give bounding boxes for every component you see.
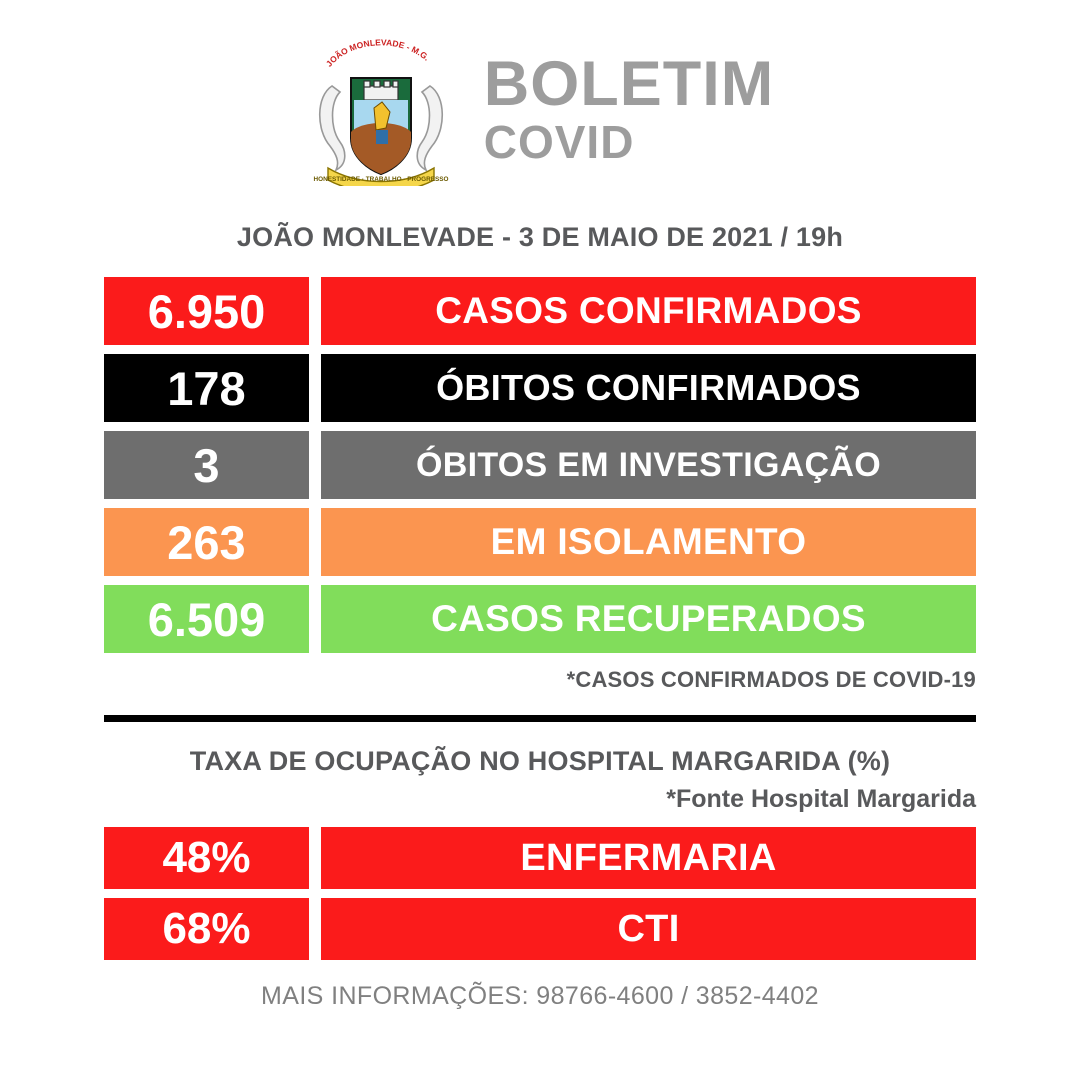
page-title: BOLETIM	[483, 49, 775, 120]
occupancy-label: ENFERMARIA	[321, 827, 976, 889]
city-coat-of-arms-icon	[306, 34, 456, 186]
hospital-section-title: TAXA DE OCUPAÇÃO NO HOSPITAL MARGARIDA (%)	[189, 746, 891, 776]
dateline: JOÃO MONLEVADE - 3 DE MAIO DE 2021 / 19h	[236, 222, 844, 252]
hospital-source-note: *Fonte Hospital Margarida	[666, 785, 976, 813]
stat-value: 3	[104, 431, 309, 499]
stat-row-recovered-cases	[104, 585, 976, 653]
header	[0, 0, 1080, 186]
stat-row-confirmed-deaths	[104, 354, 976, 422]
stat-value: 6.509	[104, 585, 309, 653]
stat-row-confirmed-cases	[104, 277, 976, 345]
stat-value: 6.950	[104, 277, 309, 345]
svg-text:JOÃO MONLEVADE - M.G.: JOÃO MONLEVADE - M.G.	[323, 37, 432, 69]
stat-value: 263	[104, 508, 309, 576]
occupancy-label: CTI	[321, 898, 976, 960]
occupancy-row-ward	[104, 827, 976, 889]
stat-value: 178	[104, 354, 309, 422]
svg-text:HONESTIDADE · TRABALHO · P: HONESTIDADE · TRABALHO · PROGRESSO	[313, 176, 449, 183]
stat-label: CASOS CONFIRMADOS	[321, 277, 976, 345]
page-subtitle: COVID	[483, 116, 635, 169]
stat-row-deaths-under-investigation	[104, 431, 976, 499]
stat-label: ÓBITOS CONFIRMADOS	[321, 354, 976, 422]
stat-label: ÓBITOS EM INVESTIGAÇÃO	[321, 431, 976, 499]
stat-row-in-isolation	[104, 508, 976, 576]
hospital-occupancy-list	[0, 827, 1080, 960]
occupancy-row-icu	[104, 898, 976, 960]
occupancy-value: 48%	[104, 827, 309, 889]
section-divider	[104, 715, 976, 722]
stat-label: CASOS RECUPERADOS	[321, 585, 976, 653]
stat-label: EM ISOLAMENTO	[321, 508, 976, 576]
footnote: *CASOS CONFIRMADOS DE COVID-19	[566, 667, 976, 692]
contact-info: MAIS INFORMAÇÕES: 98766-4600 / 3852-4402	[261, 982, 819, 1010]
title-block	[483, 49, 775, 169]
occupancy-value: 68%	[104, 898, 309, 960]
stats-list	[0, 277, 1080, 653]
